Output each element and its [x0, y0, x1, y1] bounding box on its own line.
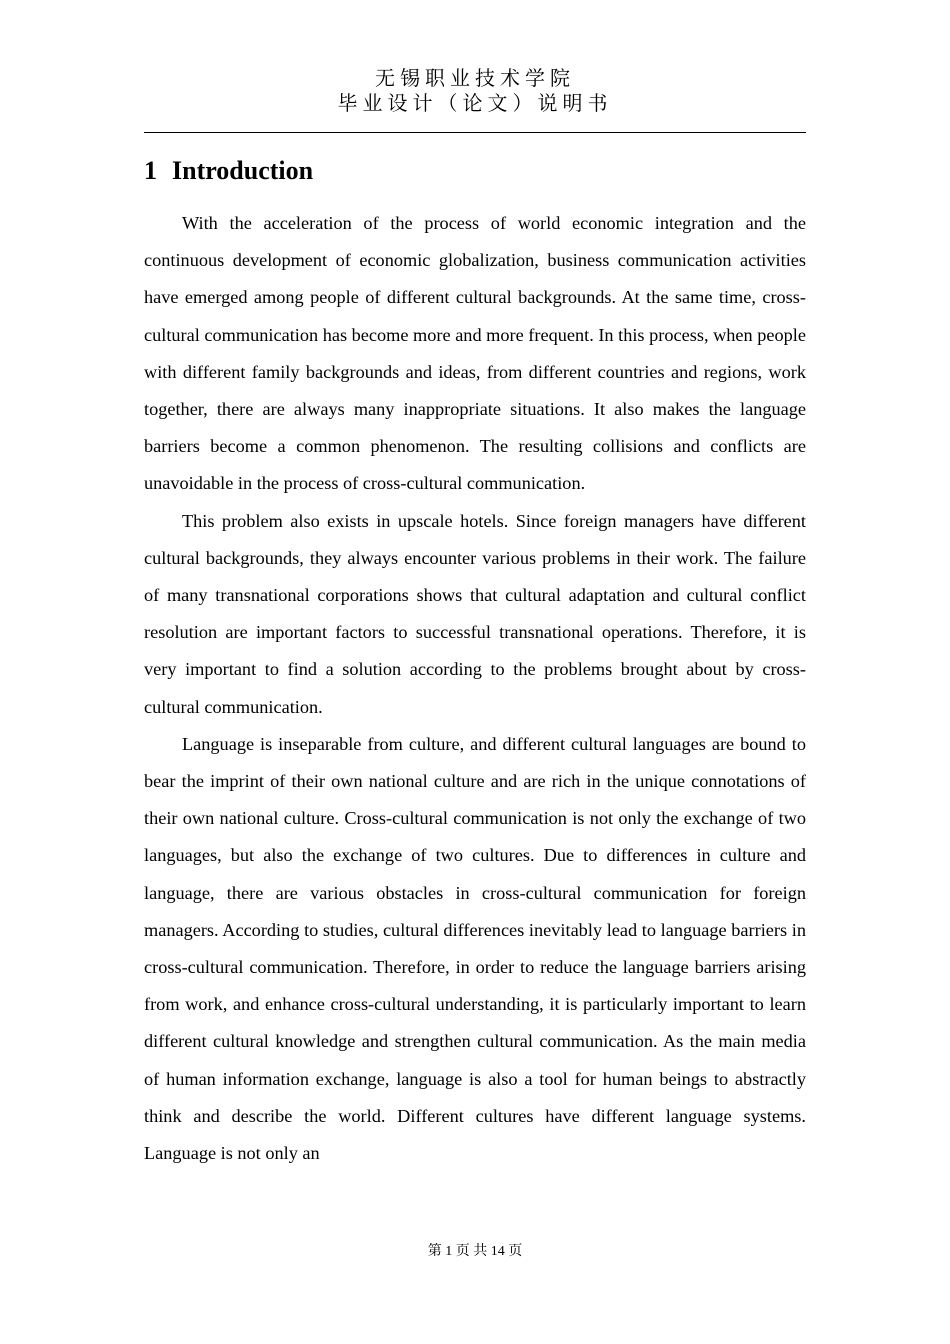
- paragraph: Language is inseparable from culture, and different cultural languages are bound to bear the imprint of their own national culture and are rich in the unique connotations of their own national culture. Cross-cultural communication is not only the exchange of two languages, but also the exchange of two cultures. Due to differences in culture and language, there are various obstacles in cross-cultural communication for foreign managers. According to studies, cultural differences inevitably lead to language barriers in cross-cultural communication. Therefore, in order to reduce the language barriers arising from work, and enhance cross-cultural understanding, it is particularly important to learn different cultural knowledge and strengthen cultural communication. As the main media of human information exchange, language is also a tool for human beings to abstractly think and describe the world. Different cultures have different language systems. Language is not only an: [144, 733, 806, 1164]
- institution-name: 无锡职业技术学院: [375, 66, 575, 90]
- section-title: Introduction: [172, 156, 314, 185]
- body-text: [144, 205, 806, 1172]
- section-number: 1: [144, 156, 157, 185]
- section-heading: [144, 154, 313, 188]
- paragraph: This problem also exists in upscale hotels. Since foreign managers have different cultural backgrounds, they always encounter various problems in their work. The failure of many transnational corporations shows that cultural adaptation and cultural conflict resolution are important factors to successful transnational operations. Therefore, it is very important to find a solution according to the problems brought about by cross-cultural communication.: [144, 510, 806, 717]
- page-header: [144, 66, 806, 116]
- page-number: 第 1 页 共 14 页: [427, 1244, 523, 1259]
- paragraph: With the acceleration of the process of world economic integration and the continuous development of economic globalization, business communication activities have emerged among people of different cultural backgrounds. At the same time, cross-cultural communication has become more and more frequent. In this process, when people with different family backgrounds and ideas, from different countries and regions, work together, there are always many inappropriate situations. It also makes the language barriers become a common phenomenon. The resulting collisions and conflicts are unavoidable in the process of cross-cultural communication.: [144, 213, 806, 494]
- document-type: 毕业设计（论文）说明书: [337, 91, 613, 115]
- header-divider: [144, 132, 806, 133]
